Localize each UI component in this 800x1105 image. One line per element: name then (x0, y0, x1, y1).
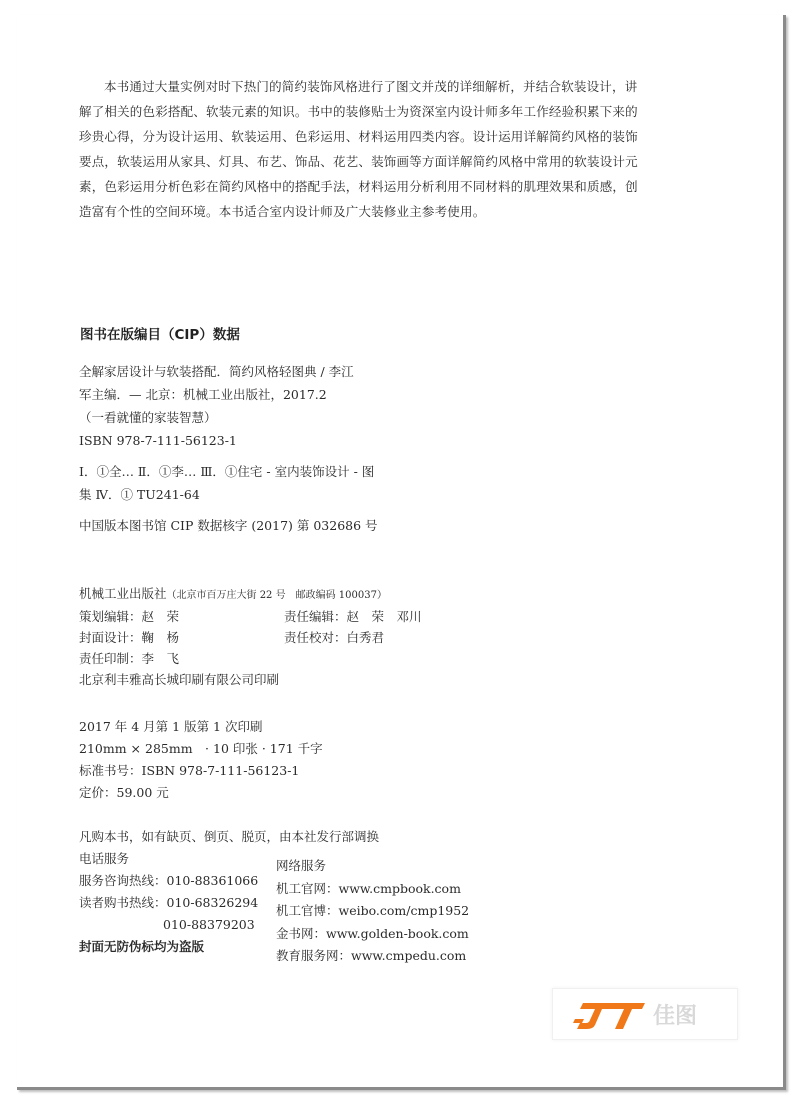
staff-row (79, 648, 579, 669)
print-manager: 责任印制：李 飞 (79, 651, 180, 666)
cip-series: （一看就懂的家装智慧） (79, 410, 217, 425)
cip-classification-line-1: Ⅰ．①全… Ⅱ．①李… Ⅲ．①住宅 - 室内装饰设计 - 图 (79, 464, 375, 479)
return-notice: 凡购本书，如有缺页、倒页、脱页，由本社发行部调换 (79, 829, 380, 844)
website-education: 教育服务网：www.cmpedu.com (276, 948, 467, 963)
book-introduction (79, 74, 639, 224)
network-service-heading: 网络服务 (276, 858, 327, 873)
cip-title-line-2: 军主编．— 北京：机械工业出版社，2017.2 (79, 387, 327, 402)
planning-editor: 策划编辑：赵 荣 (79, 609, 180, 624)
cip-classification-line-2: 集 Ⅳ．① TU241-64 (79, 487, 200, 502)
responsible-editor: 责任编辑：赵 荣 邓川 (284, 609, 422, 624)
publisher-block (79, 583, 579, 690)
network-service (276, 855, 469, 968)
jt-logo-icon (553, 989, 737, 1039)
cover-designer: 封面设计：鞠 杨 (79, 630, 180, 645)
phone-service-heading: 电话服务 (79, 851, 130, 866)
price: 定价：59.00 元 (79, 785, 169, 800)
cip-isbn: ISBN 978-7-111-56123-1 (79, 433, 237, 448)
format-info: 210mm × 285mm · 10 印张 · 171 千字 (79, 741, 323, 756)
cip-heading: 图书在版编目（CIP）数据 (80, 327, 240, 343)
anti-counterfeit-notice: 封面无防伪标均为盗版 (79, 939, 205, 954)
website-official: 机工官网：www.cmpbook.com (276, 880, 461, 896)
hotline-purchase: 读者购书热线：010-68326294 (79, 895, 259, 910)
watermark-logo (552, 988, 738, 1040)
proofreader: 责任校对：白秀君 (284, 630, 385, 645)
logo-name-text: 佳图 (653, 1004, 698, 1029)
publisher-name: 机械工业出版社 (79, 586, 167, 601)
website-weibo: 机工官博：weibo.com/cmp1952 (276, 903, 470, 918)
hotline-consult: 服务咨询热线：010-88361066 (79, 873, 259, 888)
website-golden-book: 金书网：www.golden-book.com (276, 925, 469, 941)
printer-name: 北京利丰雅高长城印刷有限公司印刷 (79, 672, 280, 687)
service-notice (79, 826, 379, 848)
staff-row (79, 627, 579, 648)
intro-paragraph: 本书通过大量实例对时下热门的简约装饰风格进行了图文并茂的详细解析，并结合软装设计，讲解了相关的色彩搭配、软装元素的知识。书中的装修贴士为资深室内设计师多年工作经验积累下来的珍贵心得，分为设计运用、软装运用、色彩运用、材料运用四类内容。设计运用详解简约风格的装饰要点，软装运用从家具、灯具、布艺、饰品、花艺、装饰画等方面详解简约风格中常用的软装设计元素，色彩运用分析色彩在简约风格中的搭配手法，材料运用分析利用不同材料的肌理效果和质感，创造富有个性的空间环境。本书适合室内设计师及广大装修业主参考使用。 (79, 79, 638, 219)
hotline-purchase-2: 010-88379203 (163, 917, 255, 932)
phone-service (79, 848, 258, 958)
printing-info (79, 716, 323, 804)
standard-number: 标准书号：ISBN 978-7-111-56123-1 (79, 763, 300, 778)
cip-record-number: 中国版本图书馆 CIP 数据核字 (2017) 第 032686 号 (79, 518, 378, 533)
publisher-address: （北京市百万庄大街 22 号 邮政编码 100037） (166, 590, 387, 601)
cip-record (79, 360, 399, 537)
staff-row (79, 606, 579, 627)
cip-title-line-1: 全解家居设计与软装搭配．简约风格轻图典 / 李江 (79, 364, 354, 379)
edition-info: 2017 年 4 月第 1 版第 1 次印刷 (79, 719, 263, 734)
